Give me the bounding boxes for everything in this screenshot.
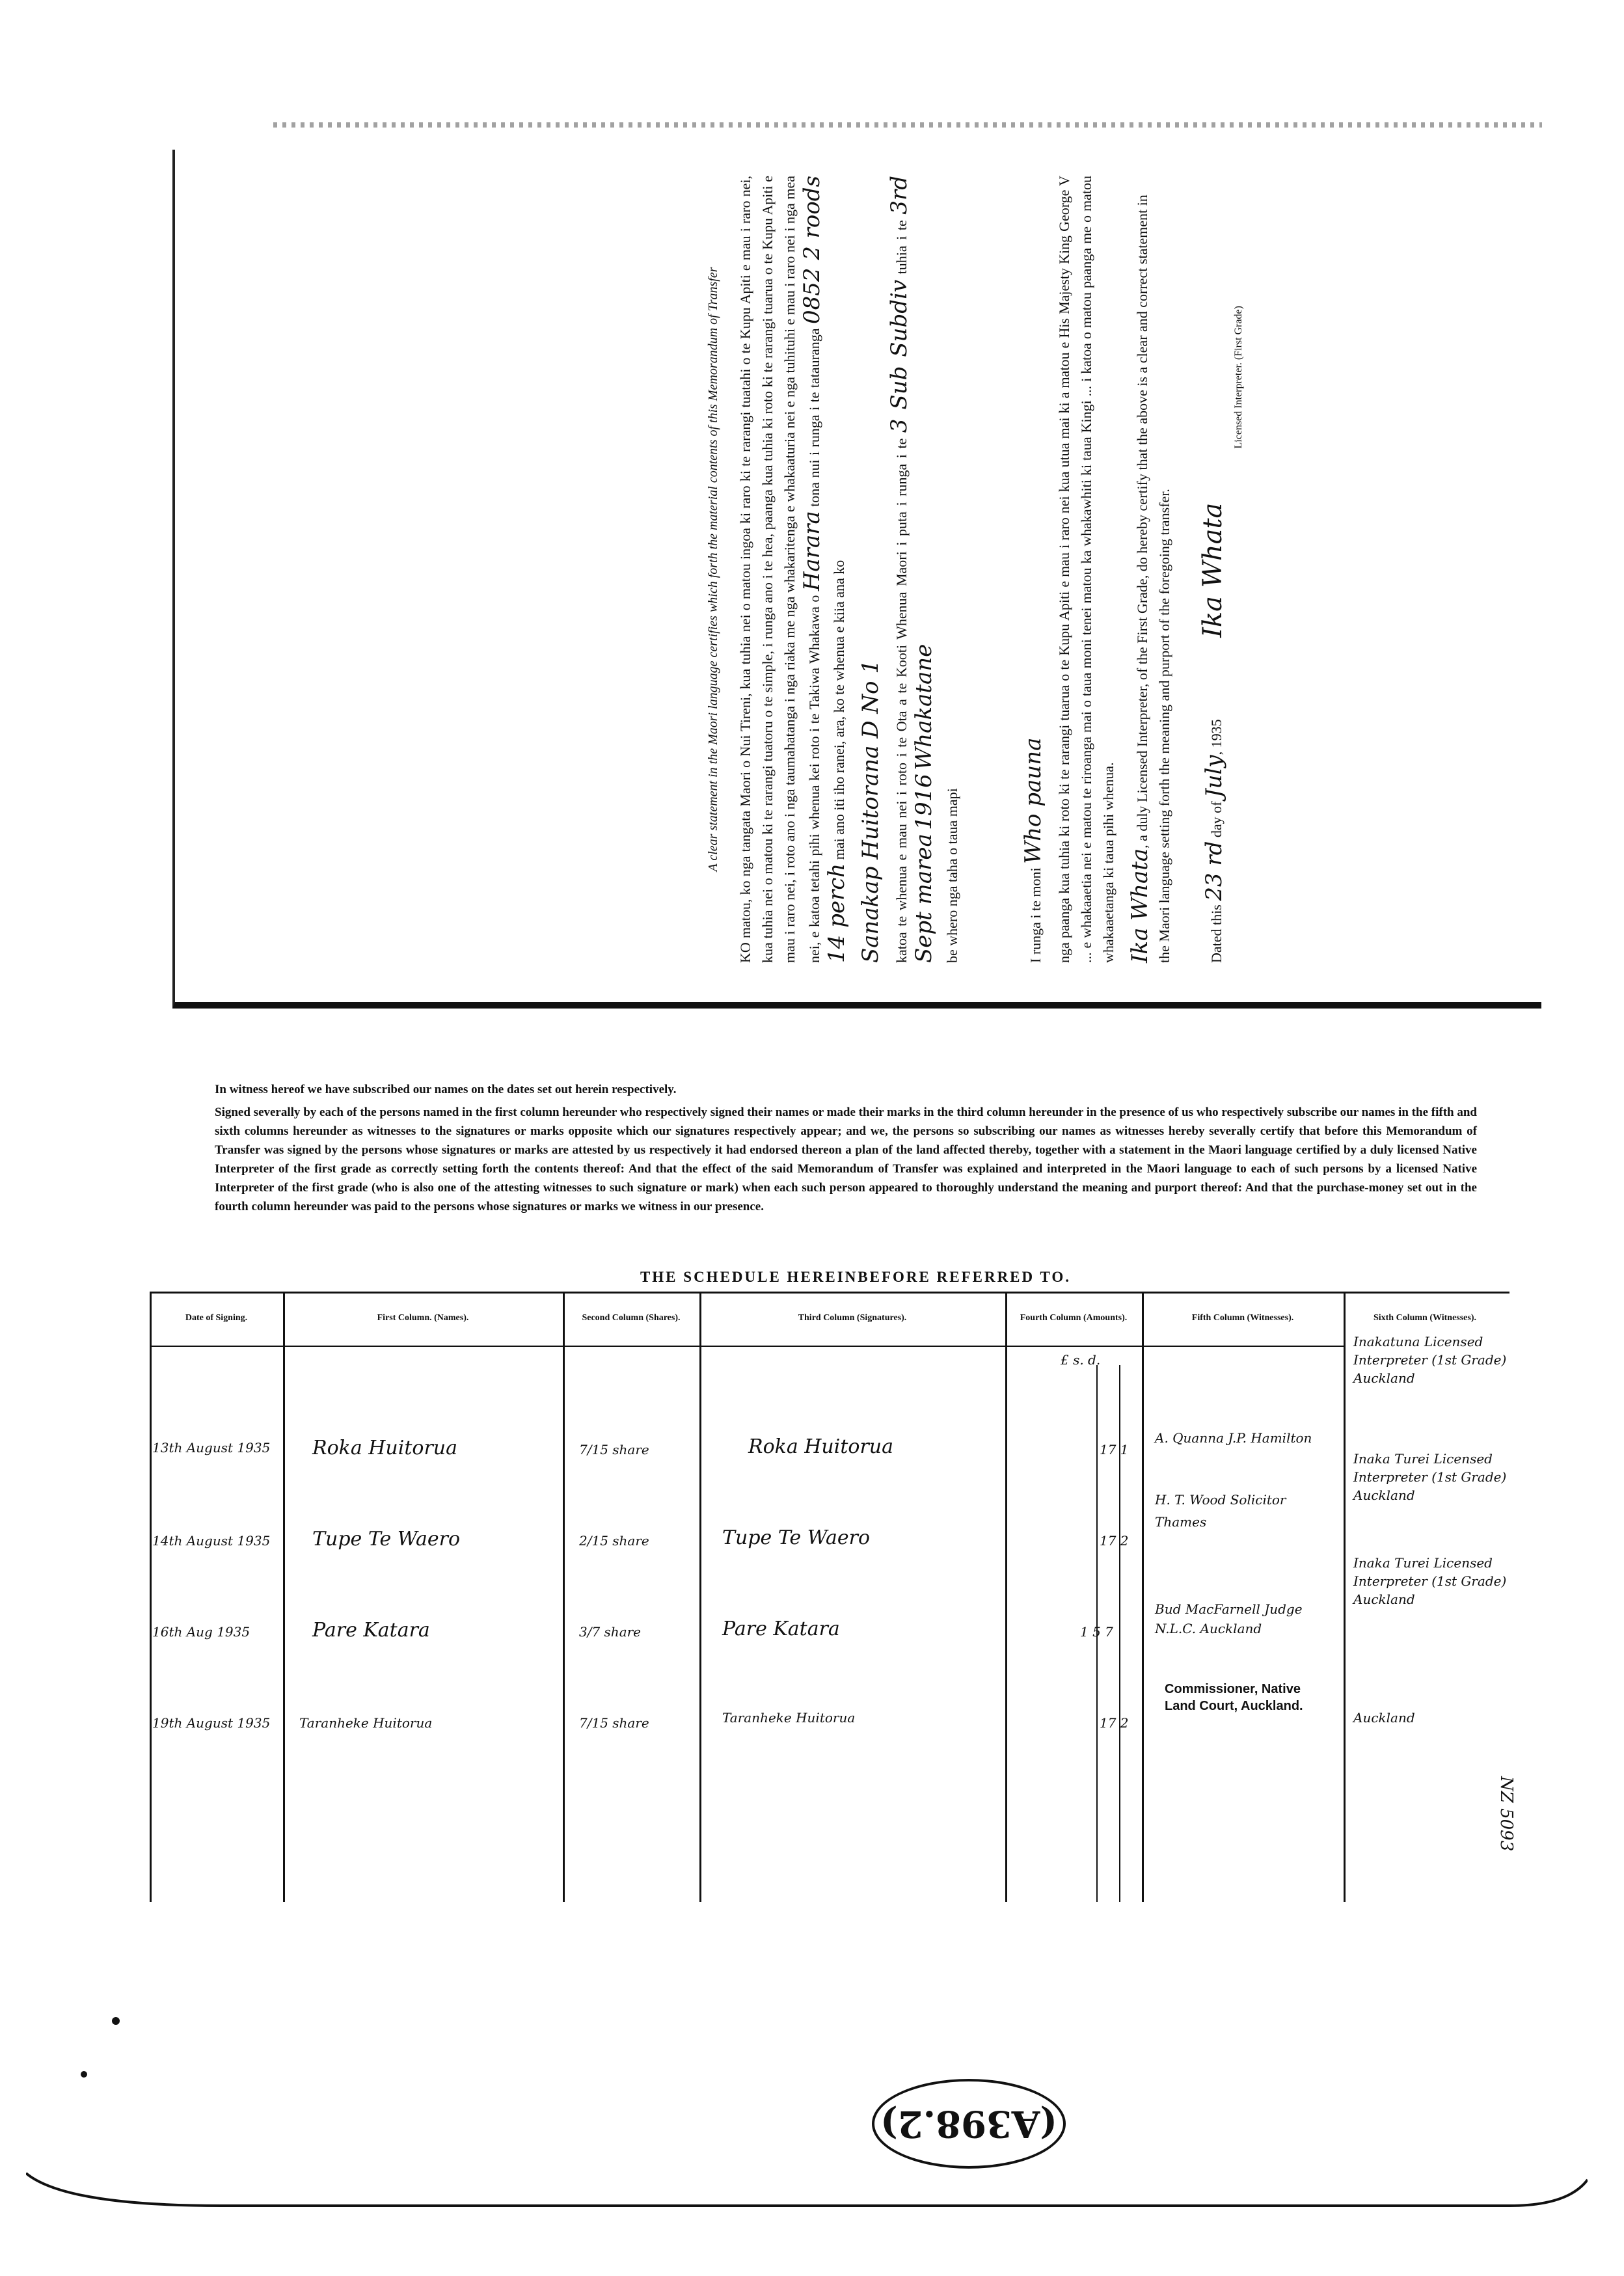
row-name: Pare Katara <box>312 1619 430 1642</box>
margin-note: NZ 5093 <box>1496 1776 1516 1852</box>
header-date: Date of Signing. <box>185 1313 248 1323</box>
maori-closing: be whero nga taha o taua mapi <box>944 788 960 963</box>
row-signature: Roka Huitorua <box>748 1435 893 1458</box>
row-date: 16th Aug 1935 <box>152 1624 250 1640</box>
header-sixth: Sixth Column (Witnesses). <box>1373 1313 1477 1323</box>
maori-heading: A clear statement in the Maori language certifies which forth the material contents of this Memorandum of Transfer <box>706 267 720 872</box>
row-amount: 1 5 7 <box>1080 1624 1113 1640</box>
bottom-edge-line <box>26 2160 1588 2225</box>
amount-handwritten: Who pauna <box>1020 737 1046 864</box>
row-name: Roka Huitorua <box>312 1437 457 1459</box>
row-amount: 17 1 <box>1100 1442 1129 1457</box>
top-scan-edge <box>273 122 1542 128</box>
block-name-handwritten: Sanakap Huitorana D No 1 <box>858 660 884 963</box>
row-witness6: Inakatuna Licensed Interpreter (1st Grade) Auckland <box>1353 1334 1507 1386</box>
place-handwritten: Harara <box>799 511 825 591</box>
row-witness6: Inaka Turei Licensed Interpreter (1st Grade) Auckland <box>1353 1555 1507 1607</box>
header-fifth: Fifth Column (Witnesses). <box>1191 1313 1294 1323</box>
row-signature: Pare Katara <box>722 1618 840 1640</box>
schedule-table <box>150 1292 1509 1902</box>
maori-paragraph-1: KO matou, ko nga tangata Maori o Nui Tireni, kua tuhia nei o matou ingoa ki raro ki te rarangi tuatahi o te Kupu Apiti e mau i raro nei, kua tuhia nei o matou ki te rarangi tuatoru o te simple, i runga ano i te hea, paanga kua tuhia ki roto ki te rarangi tuarua o te Kupu Apiti e mau i raro nei, i roto ano i nga taumahatanga i nga riaka me nga whakaritenga e whakaaturia nei e nga tuhituhi e mau i raro nei i nga mea nei, e katoa tetahi pihi whenua kei roto i te Takiwa Whakawa o Harara tona nui i runga i te tatauranga 0852 2 roods 14 perch mai ano iti iho ranei, ara, ko te whenua e kiia ana ko <box>737 175 850 963</box>
currency-header: £ s. d. <box>1061 1352 1101 1368</box>
row-signature: Tupe Te Waero <box>722 1526 871 1549</box>
row-witness5: H. T. Wood Solicitor Thames <box>1155 1492 1286 1530</box>
header-second: Second Column (Shares). <box>582 1313 681 1323</box>
scan-dot <box>112 2017 120 2025</box>
maori-statement-panel <box>172 150 1541 1009</box>
row-date: 14th August 1935 <box>152 1533 271 1549</box>
row-witness5: A. Quanna J.P. Hamilton <box>1155 1430 1312 1446</box>
header-first: First Column. (Names). <box>377 1313 469 1323</box>
header-fourth: Fourth Column (Amounts). <box>1020 1313 1128 1323</box>
row-witness6: Inaka Turei Licensed Interpreter (1st Grade) Auckland <box>1353 1451 1507 1503</box>
witness-statement <box>215 1080 1477 1220</box>
row-date: 13th August 1935 <box>152 1440 271 1456</box>
header-third: Third Column (Signatures). <box>798 1313 907 1323</box>
row-witness6: Auckland <box>1353 1710 1415 1726</box>
maori-paragraph-4: katoa te whenua e mau nei i roto i te Ota a te Kooti Whenua Maori i puta i runga i te 3 Sub Subdiv tuhia i te 3rd Sept marea 1916 Whakatane <box>886 175 937 963</box>
commissioner-stamp: Commissioner, Native Land Court, Auckland. <box>1165 1682 1303 1713</box>
interpreter-signature: Ika Whata <box>1198 502 1228 638</box>
schedule-title: THE SCHEDULE HEREINBEFORE REFERRED TO. <box>640 1269 1072 1285</box>
witness-para-2: Signed severally by each of the persons named in the first column hereunder who respectively signed their names or made their marks in the third column hereunder in the presence of us who respectively subscribe our names in the fifth and sixth columns hereunder as witnesses to the signatures or marks opposite which our signatures respectively appear; and we, the persons so subscribing our names as witnesses hereby severally certify that before this Memorandum of Transfer was signed by the persons whose signatures or marks are attested by us respectively it had endorsed thereon a plan of the land affected thereby, together with a statement in the Maori language certified by a duly licensed Native Interpreter of the first grade as correctly setting forth the contents thereof: And that the effect of the said Memorandum of Transfer was explained and interpreted in the Maori language to each of such persons by a licensed Native Interpreter of the first grade (who is also one of the attesting witnesses to such signature or mark) when each such person appeared to thoroughly understand the meaning and purport thereof: And that the purchase-money set out in the fourth column hereunder was paid to the persons whose signatures or marks we witness in our presence. <box>215 1105 1477 1213</box>
area-handwritten: 0852 2 roods 14 perch <box>799 175 850 963</box>
witness-para-1: In witness hereof we have subscribed our names on the dates set out herein respectively. <box>215 1083 677 1096</box>
scan-dot <box>81 2071 87 2078</box>
maori-certificate: I runga i te moni Who pauna nga paanga kua tuhia ki roto ki te rarangi tuarua o te Kupu Apiti e mau i raro nei kua utua mai ki a matou e His Majesty King George V ... e whakaaetia nei e matou te riroanga mai o taua moni tenei matou ka whakawhiti ki taua Kingi ... i katoa o matou paanga me o matou whakaaetanga ki taua pihi whenua. Ika Whata, a duly Licensed Interpreter, of the First Grade, do hereby certify that the above is a clear and correct statement in the Maori language setting forth the meaning and purport of the foregoing transfer. Dated this 23 rd day of July, 1935 Ika Whata Licensed Interpreter. (First Grade) <box>1020 176 1244 963</box>
row-amount: 17 2 <box>1100 1533 1129 1549</box>
row-signature: Taranheke Huitorua <box>722 1710 856 1726</box>
row-share: 2/15 share <box>579 1533 649 1549</box>
reference-stamp: (A398.2) <box>872 2079 1066 2169</box>
row-name: Tupe Te Waero <box>312 1528 461 1551</box>
row-share: 3/7 share <box>579 1624 642 1640</box>
row-date: 19th August 1935 <box>152 1715 271 1731</box>
row-amount: 17 2 <box>1100 1715 1129 1731</box>
row-name: Taranheke Huitorua <box>299 1715 433 1731</box>
row-share: 7/15 share <box>579 1442 649 1457</box>
row-witness5: Bud MacFarnell Judge N.L.C. Auckland <box>1155 1601 1303 1636</box>
interpreter-name-handwritten: Ika Whata <box>1127 848 1153 963</box>
row-share: 7/15 share <box>579 1715 649 1731</box>
